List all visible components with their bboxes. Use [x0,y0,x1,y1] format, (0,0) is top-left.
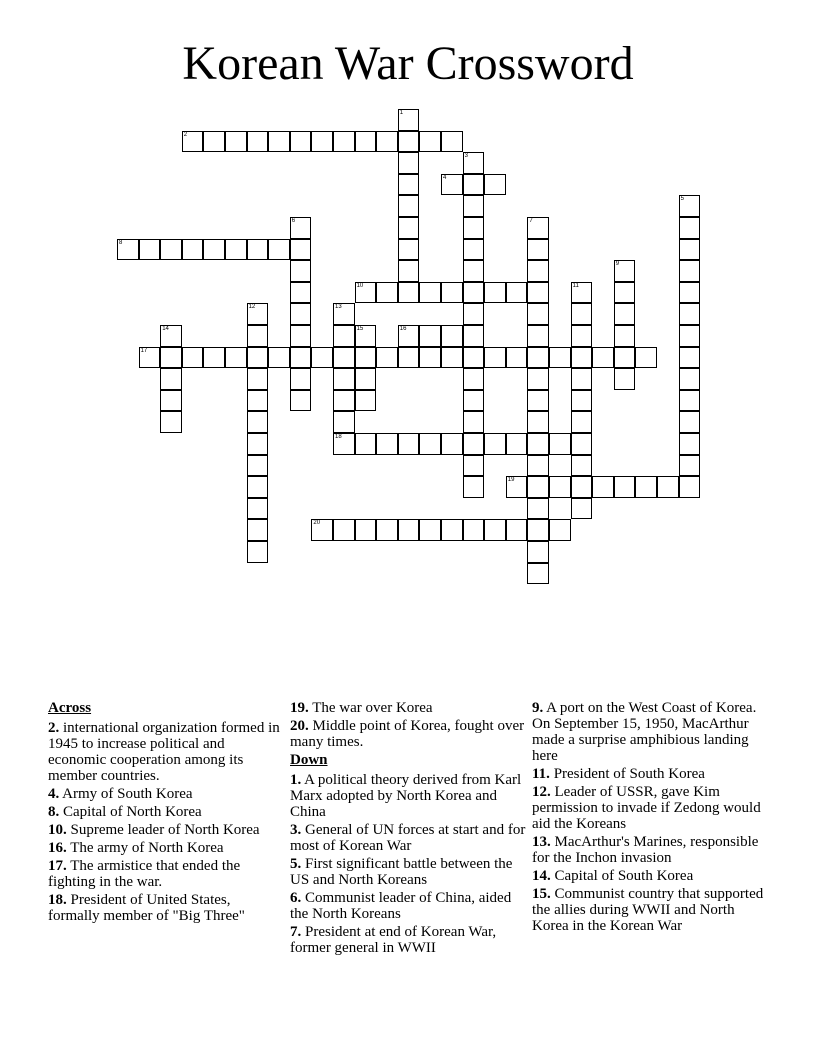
grid-cell[interactable] [463,260,485,282]
grid-cell[interactable] [333,519,355,541]
grid-cell[interactable] [571,390,593,412]
grid-cell[interactable] [679,282,701,304]
grid-cell[interactable] [419,282,441,304]
grid-cell[interactable] [247,519,269,541]
clue-number: 17 [140,347,148,354]
grid-cell[interactable] [441,131,463,153]
grid-cell[interactable] [679,433,701,455]
grid-cell[interactable] [355,433,377,455]
clue-number: 3 [464,153,468,160]
clue-number: 19 [507,477,515,484]
grid-cell[interactable] [355,347,377,369]
grid-cell[interactable] [592,476,614,498]
grid-cell[interactable] [463,239,485,261]
grid-cell[interactable] [247,347,269,369]
grid-cell[interactable] [571,411,593,433]
clue-number: 2 [183,131,188,138]
grid-cell[interactable] [571,433,593,455]
grid-cell[interactable] [333,368,355,390]
grid-cell[interactable] [679,476,701,498]
clue-across-8: 8. Capital of North Korea [48,804,202,820]
grid-cell[interactable] [614,303,636,325]
grid-cell[interactable] [484,347,506,369]
clue-down-11: 11. President of South Korea [532,766,705,782]
grid-cell[interactable] [290,347,312,369]
grid-cell[interactable] [139,239,161,261]
clue-down-13: 13. MacArthur's Marines, responsible for the Inchon invasion [532,834,759,866]
grid-cell[interactable] [571,325,593,347]
grid-cell[interactable] [506,476,528,498]
grid-cell[interactable] [463,347,485,369]
grid-cell[interactable] [679,325,701,347]
grid-cell[interactable] [398,109,420,131]
grid-cell[interactable] [247,325,269,347]
grid-cell[interactable] [398,174,420,196]
grid-cell[interactable] [333,347,355,369]
clue-down-14: 14. Capital of South Korea [532,868,694,884]
grid-cell[interactable] [441,174,463,196]
grid-cell[interactable] [182,131,204,153]
clue-number: 12 [248,304,256,311]
grid-cell[interactable] [614,260,636,282]
grid-cell[interactable] [441,433,463,455]
grid-cell[interactable] [463,455,485,477]
grid-cell[interactable] [203,131,225,153]
grid-cell[interactable] [333,131,355,153]
grid-cell[interactable] [463,195,485,217]
grid-cell[interactable] [614,476,636,498]
grid-cell[interactable] [527,368,549,390]
grid-cell[interactable] [182,239,204,261]
page-title: Korean War Crossword [182,37,634,90]
clue-down-15: 15. Communist country that supported the allies during WWII and North Korea in the Korean War [532,886,764,934]
grid-cell[interactable] [290,303,312,325]
clue-across-10: 10. Supreme leader of North Korea [48,822,260,838]
grid-cell[interactable] [355,325,377,347]
grid-cell[interactable] [679,260,701,282]
grid-cell[interactable] [679,239,701,261]
grid-cell[interactable] [441,347,463,369]
clue-number: 8 [119,239,123,246]
grid-cell[interactable] [463,433,485,455]
grid-cell[interactable] [160,390,182,412]
clue-number: 13 [335,304,342,311]
clue-across-2: 2. international organization formed in 1945 to increase political and economic cooperation among its member countries. [48,720,280,784]
grid-cell[interactable] [419,131,441,153]
grid-cell[interactable] [225,239,247,261]
grid-cell[interactable] [333,390,355,412]
clue-number: 11 [572,282,579,289]
grid-cell[interactable] [247,541,269,563]
down-header: Down [290,752,328,768]
grid-cell[interactable] [311,131,333,153]
grid-cell[interactable] [441,325,463,347]
grid-cell[interactable] [614,368,636,390]
grid-cell[interactable] [398,325,420,347]
grid-cell[interactable] [463,303,485,325]
grid-cell[interactable] [290,282,312,304]
grid-cell[interactable] [160,239,182,261]
clue-number: 6 [291,218,296,224]
grid-cell[interactable] [398,347,420,369]
grid-cell[interactable] [527,411,549,433]
grid-cell[interactable] [549,433,571,455]
grid-cell[interactable] [635,347,657,369]
grid-cell[interactable] [398,195,420,217]
grid-cell[interactable] [398,239,420,261]
clue-number: 5 [680,196,684,203]
grid-cell[interactable] [203,239,225,261]
grid-cell[interactable] [311,347,333,369]
grid-cell[interactable] [463,217,485,239]
grid-cell[interactable] [247,433,269,455]
grid-cell[interactable] [160,325,182,347]
grid-cell[interactable] [484,282,506,304]
grid-cell[interactable] [463,519,485,541]
clue-down-7: 7. President at end of Korean War, former general in WWII [290,924,497,956]
clue-across-17: 17. The armistice that ended the fighting in the war. [48,858,241,890]
grid-cell[interactable] [506,282,528,304]
grid-cell[interactable] [463,282,485,304]
grid-cell[interactable] [571,303,593,325]
grid-cell[interactable] [527,563,549,585]
grid-cell[interactable] [463,411,485,433]
grid-cell[interactable] [247,390,269,412]
grid-cell[interactable] [527,519,549,541]
grid-cell[interactable] [571,347,593,369]
clue-down-1: 1. A political theory derived from Karl Marx adopted by North Korea and China [290,772,522,820]
grid-cell[interactable] [592,347,614,369]
clue-across-20: 20. Middle point of Korea, fought over many times. [290,718,525,750]
grid-cell[interactable] [247,368,269,390]
grid-cell[interactable] [679,347,701,369]
grid-cell[interactable] [527,455,549,477]
clue-number: 10 [356,282,364,289]
grid-cell[interactable] [182,347,204,369]
grid-cell[interactable] [549,519,571,541]
grid-cell[interactable] [527,325,549,347]
grid-cell[interactable] [419,433,441,455]
grid-cell[interactable] [376,131,398,153]
grid-cell[interactable] [290,217,312,239]
grid-cell[interactable] [268,239,290,261]
grid-cell[interactable] [398,260,420,282]
grid-cell[interactable] [441,519,463,541]
grid-cell[interactable] [355,131,377,153]
clue-across-4: 4. Army of South Korea [48,786,193,802]
grid-cell[interactable] [571,498,593,520]
grid-cell[interactable] [463,152,485,174]
grid-cell[interactable] [290,260,312,282]
grid-cell[interactable] [484,433,506,455]
grid-cell[interactable] [355,282,377,304]
grid-cell[interactable] [679,195,701,217]
grid-cell[interactable] [527,433,549,455]
clue-number: 18 [335,434,342,440]
grid-cell[interactable] [290,368,312,390]
grid-cell[interactable] [419,519,441,541]
grid-cell[interactable] [160,347,182,369]
grid-cell[interactable] [290,239,312,261]
clue-down-6: 6. Communist leader of China, aided the North Koreans [290,890,512,922]
grid-cell[interactable] [311,519,333,541]
grid-cell[interactable] [527,498,549,520]
grid-cell[interactable] [398,217,420,239]
grid-cell[interactable] [290,131,312,153]
grid-cell[interactable] [225,131,247,153]
grid-cell[interactable] [679,455,701,477]
grid-cell[interactable] [247,455,269,477]
grid-cell[interactable] [679,368,701,390]
grid-cell[interactable] [527,282,549,304]
grid-cell[interactable] [506,519,528,541]
across-header: Across [48,700,92,716]
grid-cell[interactable] [376,282,398,304]
grid-cell[interactable] [160,411,182,433]
grid-cell[interactable] [679,303,701,325]
grid-cell[interactable] [333,411,355,433]
clue-number: 14 [162,326,169,332]
grid-cell[interactable] [398,131,420,153]
grid-cell[interactable] [333,433,355,455]
grid-cell[interactable] [247,131,269,153]
grid-cell[interactable] [527,390,549,412]
grid-cell[interactable] [635,476,657,498]
grid-cell[interactable] [268,131,290,153]
clue-across-16: 16. The army of North Korea [48,840,224,856]
grid-cell[interactable] [247,303,269,325]
grid-cell[interactable] [527,303,549,325]
grid-cell[interactable] [247,498,269,520]
grid-cell[interactable] [527,541,549,563]
grid-cell[interactable] [419,325,441,347]
grid-cell[interactable] [203,347,225,369]
grid-cell[interactable] [376,347,398,369]
grid-cell[interactable] [376,433,398,455]
grid-cell[interactable] [484,174,506,196]
clue-number: 4 [443,174,447,181]
grid-cell[interactable] [247,411,269,433]
grid-cell[interactable] [571,476,593,498]
grid-cell[interactable] [398,519,420,541]
grid-cell[interactable] [679,217,701,239]
grid-cell[interactable] [139,347,161,369]
clues-column-1 [48,700,284,926]
grid-cell[interactable] [571,282,593,304]
clue-across-18: 18. President of United States, formally member of "Big Three" [48,892,245,924]
clue-number: 7 [529,218,533,224]
grid-cell[interactable] [463,325,485,347]
clues-column-2 [290,700,526,958]
clue-number: 1 [399,110,404,116]
grid-cell[interactable] [549,347,571,369]
grid-cell[interactable] [549,476,571,498]
grid-cell[interactable] [614,347,636,369]
grid-cell[interactable] [355,519,377,541]
grid-cell[interactable] [463,476,485,498]
grid-cell[interactable] [679,390,701,412]
grid-cell[interactable] [441,282,463,304]
clue-down-12: 12. Leader of USSR, gave Kim permission to invade if Zedong would aid the Koreans [532,784,761,832]
grid-cell[interactable] [160,368,182,390]
clue-number: 16 [399,326,407,332]
grid-cell[interactable] [419,347,441,369]
clue-number: 15 [356,326,364,332]
grid-cell[interactable] [527,260,549,282]
grid-cell[interactable] [247,476,269,498]
grid-cell[interactable] [527,347,549,369]
grid-cell[interactable] [657,476,679,498]
grid-cell[interactable] [614,325,636,347]
grid-cell[interactable] [571,455,593,477]
clue-down-9: 9. A port on the West Coast of Korea. On September 15, 1950, MacArthur made a surprise amphibious landing here [532,700,757,764]
clue-across-19: 19. The war over Korea [290,700,433,716]
clue-down-5: 5. First significant battle between the US and North Koreans [290,856,513,888]
clue-number: 20 [313,520,321,527]
grid-cell[interactable] [290,390,312,412]
grid-cell[interactable] [398,282,420,304]
grid-cell[interactable] [463,174,485,196]
grid-cell[interactable] [463,368,485,390]
grid-cell[interactable] [571,368,593,390]
clue-down-3: 3. General of UN forces at start and for most of Korean War [290,822,526,854]
grid-cell[interactable] [484,519,506,541]
grid-cell[interactable] [614,282,636,304]
grid-cell[interactable] [333,325,355,347]
grid-cell[interactable] [225,347,247,369]
grid-cell[interactable] [355,368,377,390]
grid-cell[interactable] [527,476,549,498]
grid-cell[interactable] [506,347,528,369]
grid-cell[interactable] [247,239,269,261]
grid-cell[interactable] [117,239,139,261]
clue-number: 9 [615,261,620,268]
grid-cell[interactable] [527,217,549,239]
grid-cell[interactable] [463,390,485,412]
grid-cell[interactable] [398,433,420,455]
grid-cell[interactable] [506,433,528,455]
clues-column-3 [532,700,772,936]
grid-cell[interactable] [333,303,355,325]
grid-cell[interactable] [290,325,312,347]
grid-cell[interactable] [376,519,398,541]
grid-cell[interactable] [398,152,420,174]
grid-cell[interactable] [355,390,377,412]
grid-cell[interactable] [268,347,290,369]
grid-cell[interactable] [527,239,549,261]
grid-cell[interactable] [679,411,701,433]
